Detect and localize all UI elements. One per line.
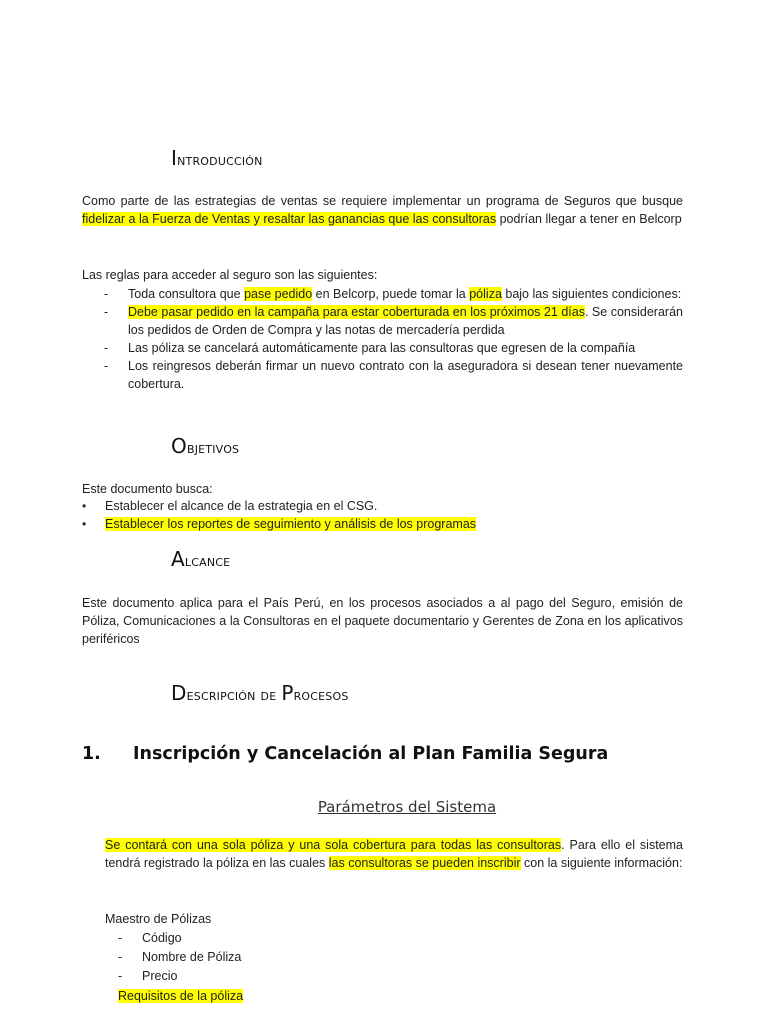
list-item: - Debe pasar pedido en la campaña para estar coberturada en los próximos 21 días. Se considerarán los pedidos de Orden de Compra y las notas de mercadería perdida (104, 305, 683, 337)
alcance-paragraph: Este documento aplica para el País Perú, en los procesos asociados a al pago del Seguro, emisión de Póliza, Comunicaciones a la Consultoras en el paquete documentario y Gerentes de Zona en los aplicativos periféricos (82, 596, 683, 646)
list-item: • Establecer el alcance de la estrategia en el CSG. (82, 499, 378, 513)
section-title-inscripcion: Inscripción y Cancelación al Plan Familia Segura (133, 744, 609, 764)
rules-list (82, 285, 683, 393)
polizas-fields-list (105, 929, 665, 986)
section-number: 1. (82, 744, 101, 764)
list-item: - Nombre de Póliza (118, 950, 242, 964)
heading-objetivos: Objetivos (171, 434, 240, 458)
requisitos-poliza: Requisitos de la póliza (118, 989, 244, 1003)
rules-lead: Las reglas para acceder al seguro son las siguientes: (82, 268, 378, 282)
list-item: - Los reingresos deberán firmar un nuevo contrato con la aseguradora si desean tener nuevamente cobertura. (104, 359, 683, 391)
intro-paragraph: Como parte de las estrategias de ventas se requiere implementar un programa de Seguros que busque fidelizar a la Fuerza de Ventas y resaltar las ganancias que las consultoras podrían llegar a tener en Belcorp (82, 194, 683, 226)
maestro-polizas: Maestro de Pólizas (105, 912, 212, 926)
list-item: - Precio (118, 969, 178, 983)
parametros-paragraph: Se contará con una sola póliza y una sola cobertura para todas las consultoras. Para ello el sistema tendrá registrado la póliza en las cuales las consultoras se pueden inscribir con la siguiente información: (105, 838, 683, 870)
list-item: • Establecer los reportes de seguimiento y análisis de los programas (82, 517, 477, 531)
heading-alcance: Alcance (171, 547, 231, 571)
objetivos-list (82, 497, 683, 533)
heading-introduccion: Introducción (171, 146, 263, 170)
objetivos-lead: Este documento busca: (82, 482, 213, 496)
heading-descripcion-procesos: Descripción de Procesos (171, 681, 349, 705)
list-item: - Toda consultora que pase pedido en Belcorp, puede tomar la póliza bajo las siguientes condiciones: (104, 287, 682, 301)
subtitle-parametros: Parámetros del Sistema (317, 798, 497, 816)
list-item: - Código (118, 931, 182, 945)
list-item: - Las póliza se cancelará automáticamente para las consultoras que egresen de la compañía (104, 341, 636, 355)
